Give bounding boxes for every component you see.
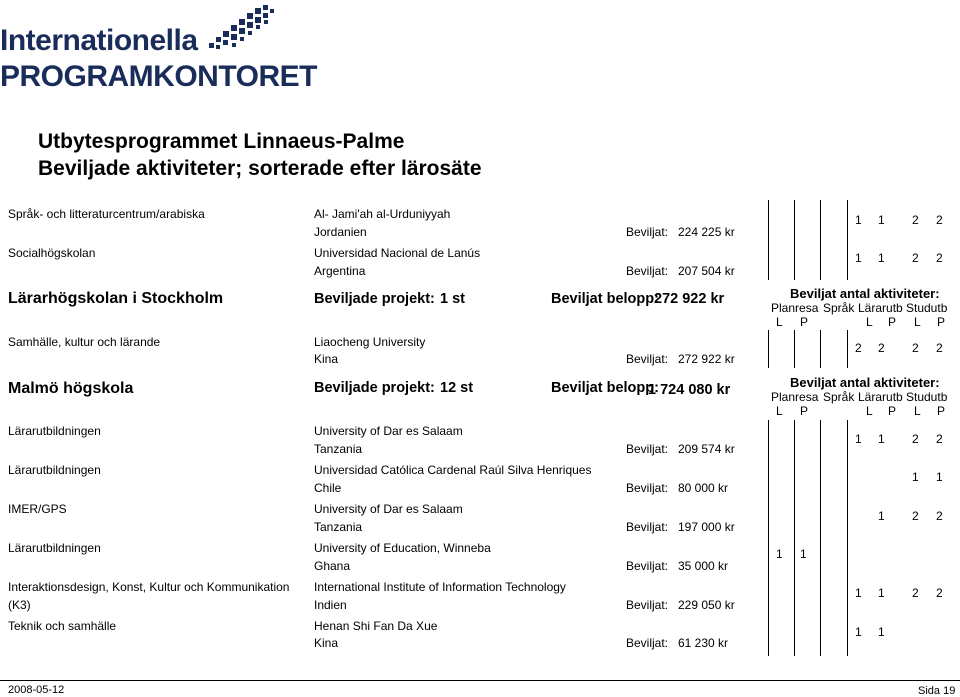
granted-amount: 209 574 kr [678, 442, 735, 456]
granted-amount: 207 504 kr [678, 264, 735, 278]
dept-name: Språk- och litteraturcentrum/arabiska [8, 207, 205, 221]
university-name: Malmö högskola [8, 380, 134, 397]
university-name: Lärarhögskolan i Stockholm [8, 290, 224, 307]
projects-value: 1 st [440, 291, 465, 307]
country-name: Argentina [314, 264, 366, 278]
globe-logo-icon [205, 3, 277, 57]
country-name: Tanzania [314, 520, 363, 534]
activity-count: 1 [878, 625, 885, 639]
activity-count: 2 [936, 432, 943, 446]
granted-label: Beviljat: [626, 636, 669, 650]
country-name: Indien [314, 598, 347, 612]
activity-count: 2 [912, 509, 919, 523]
projects-value: 12 st [440, 380, 474, 396]
institution-name: Al- Jami'ah al-Urduniyyah [314, 207, 451, 221]
country-name: Kina [314, 636, 339, 650]
activity-count: 1 [776, 547, 783, 561]
granted-label: Beviljat: [626, 559, 669, 573]
granted-label: Beviljat: [626, 442, 669, 456]
lp-header: P [800, 404, 809, 418]
lp-header: P [888, 315, 897, 329]
col-header: Studutb [906, 301, 948, 315]
institution-name: Universidad Nacional de Lanús [314, 246, 481, 260]
activity-count: 1 [855, 625, 862, 639]
lp-header: P [937, 315, 946, 329]
page-subtitle: Beviljade aktiviteter; sorterade efter lärosäte [38, 157, 482, 180]
col-header: Språk [823, 301, 855, 315]
activity-count: 2 [936, 586, 943, 600]
activity-count: 2 [936, 509, 943, 523]
lp-header: P [800, 315, 809, 329]
activity-count: 2 [912, 341, 919, 355]
granted-label: Beviljat: [626, 520, 669, 534]
lp-header: L [914, 315, 921, 329]
granted-label: Beviljat: [626, 264, 669, 278]
institution-name: University of Education, Winneba [314, 541, 491, 555]
activity-count: 1 [878, 586, 885, 600]
col-header: Planresa [771, 390, 819, 404]
activity-count: 1 [855, 586, 862, 600]
activity-count: 2 [878, 341, 885, 355]
activity-count: 2 [912, 213, 919, 227]
granted-label: Beviljat: [626, 225, 669, 239]
institution-name: Liaocheng University [314, 335, 426, 349]
dept-name: IMER/GPS [8, 502, 67, 516]
activity-count: 2 [912, 432, 919, 446]
granted-amount: 61 230 kr [678, 636, 729, 650]
country-name: Tanzania [314, 442, 363, 456]
institution-name: International Institute of Information Technology [314, 580, 566, 594]
institution-name: Universidad Católica Cardenal Raúl Silva Henriques [314, 463, 592, 477]
dept-name: Lärarutbildningen [8, 541, 101, 555]
activity-count: 2 [912, 251, 919, 265]
footer-page-number: Sida 19 [918, 685, 956, 697]
activity-count: 2 [855, 341, 862, 355]
projects-label: Beviljade projekt: [314, 380, 435, 396]
dept-name: Lärarutbildningen [8, 463, 101, 477]
country-name: Jordanien [314, 225, 367, 239]
institution-name: University of Dar es Salaam [314, 502, 463, 516]
footer-date: 2008-05-12 [8, 684, 65, 696]
logo-text-line1: Internationella [0, 24, 198, 57]
activity-count: 1 [878, 213, 885, 227]
dept-name: Socialhögskolan [8, 246, 96, 260]
activity-count: 1 [878, 251, 885, 265]
col-header: Språk [823, 390, 855, 404]
col-header: Lärarutb [858, 390, 903, 404]
lp-header: L [776, 404, 783, 418]
lp-header: L [914, 404, 921, 418]
granted-label: Beviljat: [626, 352, 669, 366]
activities-heading: Beviljat antal aktiviteter: [790, 286, 940, 301]
lp-header: L [776, 315, 783, 329]
amount-value: 272 922 kr [654, 291, 725, 307]
activity-count: 1 [912, 470, 919, 484]
lp-header: L [866, 315, 873, 329]
amount-value: 1 724 080 kr [648, 382, 731, 398]
activity-count: 2 [936, 251, 943, 265]
activity-count: 1 [878, 432, 885, 446]
activity-count: 1 [800, 547, 807, 561]
dept-name: Samhälle, kultur och lärande [8, 335, 161, 349]
country-name: Ghana [314, 559, 351, 573]
projects-label: Beviljade projekt: [314, 291, 435, 307]
activity-count: 1 [936, 470, 943, 484]
col-header: Planresa [771, 301, 819, 315]
granted-label: Beviljat: [626, 598, 669, 612]
dept-name-cont: (K3) [8, 598, 31, 612]
lp-header: P [937, 404, 946, 418]
lp-header: L [866, 404, 873, 418]
granted-amount: 197 000 kr [678, 520, 735, 534]
activity-count: 2 [936, 213, 943, 227]
amount-label: Beviljat belopp: [551, 380, 659, 396]
page-title: Utbytesprogrammet Linnaeus-Palme [38, 130, 405, 153]
institution-name: Henan Shi Fan Da Xue [314, 619, 438, 633]
dept-name: Lärarutbildningen [8, 424, 101, 438]
activity-count: 1 [855, 213, 862, 227]
lp-header: P [888, 404, 897, 418]
activity-count: 1 [878, 509, 885, 523]
dept-name: Interaktionsdesign, Konst, Kultur och Kommunikation [8, 580, 290, 594]
footer-divider [0, 680, 960, 681]
amount-label: Beviljat belopp: [551, 291, 659, 307]
granted-amount: 80 000 kr [678, 481, 729, 495]
granted-amount: 272 922 kr [678, 352, 735, 366]
institution-name: University of Dar es Salaam [314, 424, 463, 438]
activity-count: 1 [855, 251, 862, 265]
granted-amount: 35 000 kr [678, 559, 729, 573]
granted-amount: 224 225 kr [678, 225, 735, 239]
granted-label: Beviljat: [626, 481, 669, 495]
country-name: Chile [314, 481, 342, 495]
country-name: Kina [314, 352, 339, 366]
activity-count: 2 [912, 586, 919, 600]
activity-count: 1 [855, 432, 862, 446]
logo-text-line2: PROGRAMKONTORET [0, 60, 317, 93]
dept-name: Teknik och samhälle [8, 619, 117, 633]
activity-count: 2 [936, 341, 943, 355]
col-header: Studutb [906, 390, 948, 404]
granted-amount: 229 050 kr [678, 598, 735, 612]
activities-heading: Beviljat antal aktiviteter: [790, 375, 940, 390]
col-header: Lärarutb [858, 301, 903, 315]
